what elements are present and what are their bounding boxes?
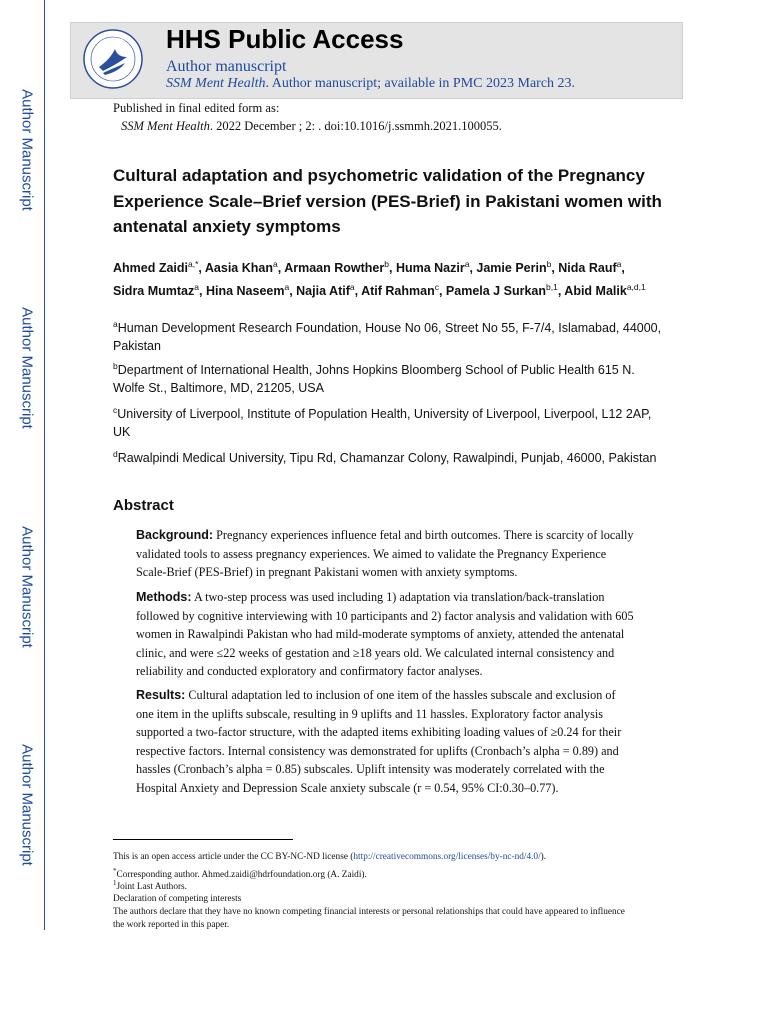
author-affiliation-mark: a,d,1 [626, 281, 646, 292]
left-margin-rule [44, 0, 45, 930]
joint-authors-footnote: $^1$Joint Last Authors. [113, 879, 188, 893]
abstract-results: Results: Cultural adaptation led to inclusion of one item of the hassles subscale and exclusion of one item in the uplifts subscale, resulting in 9 uplifts and 11 hassles. Exploratory factor analysis supported a two-factor structure, with the adapted items exhibiting loading values of ≥0.24 for their respective factors. Internal consistency was demonstrated for uplifts (Cronbach’s alpha = 0.89) and hassles (Cronbach’s alpha = 0.85) subscales. Uplift intensity was moderately correlated with the Hospital Anxiety and Depression Scale anxiety subscale (r = 0.54, 95% CI:0.30–0.77). [136, 688, 622, 795]
side-label-author-manuscript: Author Manuscript [18, 744, 36, 866]
author-list: Ahmed Zaidi$^{a,*}$, Aasia Khan$^a$, Armaan Rowther$^b$, Huma Nazir$^a$, Jamie Perin$^b$, Nida Rauf$^a$, Sidra Mumtaz$^a$, Hina Naseem$^a$, Najia Atif$^a$, Atif Rahman$^c$, Pamela J Surkan$^{b,1}$, Abid Malik$^{a,d,1}$ [113, 259, 646, 298]
author-affiliation-mark: b [384, 259, 389, 269]
abstract-methods: Methods: A two-step process was used including 1) adaptation via translation/back-translation followed by cognitive interviewing with 10 participants and 2) factor analysis and validation with 605 women in Rawalpindi Pakistan who had mild-moderate symptoms of anxiety, attended the antenatal clinic, and were ≤22 weeks of gestation and ≥18 years old. We calculated internal consistency and reliability and conducted exploratory and confirmatory factor analyses. [136, 590, 634, 678]
corresponding-footnote: *Corresponding author. Ahmed.zaidi@hdrfoundation.org (A. Zaidi). [113, 867, 367, 881]
published-citation: Published in final edited form as: SSM Ment Health. 2022 December ; 2: . doi:10.1016/j.ssmmh.2021.100055. [113, 101, 502, 133]
footnote-rule [113, 839, 293, 840]
author-affiliation-mark: c [434, 281, 439, 292]
author-name: Hina Naseem [205, 283, 285, 298]
author-name: Atif Rahman [361, 283, 435, 298]
author-name: Jamie Perin [476, 261, 547, 276]
competing-interests-text: The authors declare that they have no known competing financial interests or personal relationships that could have appeared to influence the work reported in this paper. [113, 907, 625, 930]
hhs-public-access-title: HHS Public Access [166, 24, 404, 54]
hhs-seal-logo [81, 27, 145, 91]
author-affiliation-mark: a [616, 259, 622, 269]
affiliation-d: $^d$Rawalpindi Medical University, Tipu Rd, Chamanzar Colony, Rawalpindi, Punjab, 46000, Pakistan [113, 449, 657, 466]
author-affiliation-mark: a,* [188, 259, 199, 269]
author-manuscript-label: Author manuscript [166, 58, 287, 75]
journal-availability: SSM Ment Health. Author manuscript; available in PMC 2023 March 23. [166, 76, 576, 91]
license-link[interactable]: http://creativecommons.org/licenses/by-nc-nd/4.0/ [353, 852, 541, 862]
author-affiliation-mark: a [194, 281, 199, 292]
side-label-author-manuscript: Author Manuscript [18, 89, 36, 211]
author-affiliation-mark: b [546, 259, 552, 269]
author-name: Huma Nazir [395, 261, 465, 276]
abstract-heading: Abstract [113, 497, 174, 514]
affiliation-b: $^b$Department of International Health, Johns Hopkins Bloomberg School of Public Health 615 N. Wolfe St., Baltimore, MD, 21205, USA [113, 361, 635, 396]
author-name: Aasia Khan [204, 261, 273, 276]
hhs-header-banner [70, 22, 683, 99]
side-label-author-manuscript: Author Manuscript [18, 307, 36, 429]
author-name: Nida Rauf [558, 261, 617, 276]
author-affiliation-mark: a [464, 259, 470, 269]
author-name: Armaan Rowther [284, 261, 385, 276]
author-name: Ahmed Zaidi [113, 261, 189, 276]
author-affiliation-mark: a [273, 259, 278, 269]
author-affiliation-mark: a [284, 281, 290, 292]
author-name: Sidra Mumtaz [113, 283, 195, 298]
author-affiliation-mark: b,1 [545, 281, 558, 292]
article-title: Cultural adaptation and psychometric validation of the Pregnancy Experience Scale–Brief version (PES-Brief) in Pakistani women with antenatal anxiety symptoms [113, 166, 662, 236]
author-name: Pamela J Surkan [445, 283, 546, 298]
competing-interests-heading: Declaration of competing interests [113, 894, 242, 904]
author-name: Abid Malik [564, 283, 627, 298]
affiliation-c: $^c$University of Liverpool, Institute of Population Health, University of Liverpool, Liverpool, L12 2AP, UK [113, 405, 652, 440]
author-name: Najia Atif [296, 283, 350, 298]
affiliation-a: $^a$Human Development Research Foundation, House No 06, Street No 55, F-7/4, Islamabad, 44000, Pakistan [113, 319, 662, 354]
author-affiliation-mark: a [349, 281, 355, 292]
side-label-author-manuscript: Author Manuscript [18, 526, 36, 648]
abstract-background: Background: Pregnancy experiences influence fetal and birth outcomes. There is scarcity of locally validated tools to assess pregnancy experiences. We aimed to validate the Pregnancy Experience Scale-Brief (PES-Brief) in pregnant Pakistani women with anxiety symptoms. [136, 528, 634, 579]
license-footnote: This is an open access article under the CC BY-NC-ND license (http://creativecommons.org/licenses/by-nc-nd/4.0/). [113, 852, 547, 862]
